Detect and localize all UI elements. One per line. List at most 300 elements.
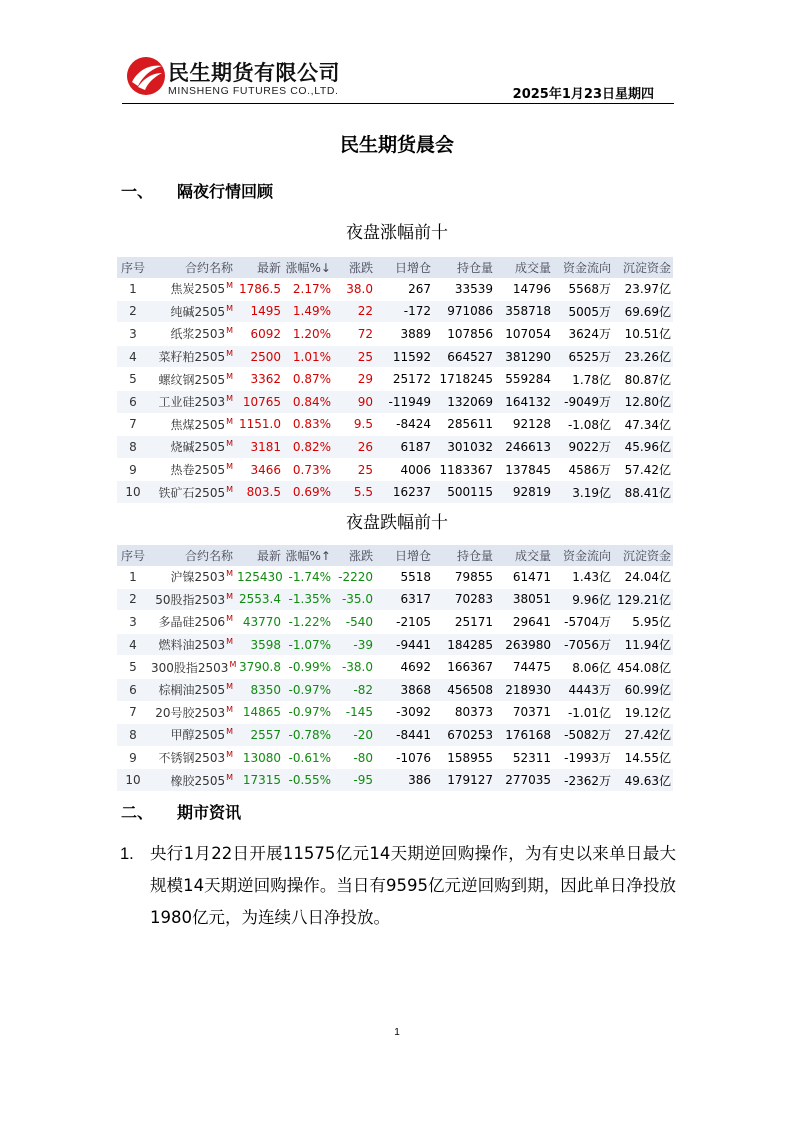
main-contract-tag: M <box>226 727 233 737</box>
volume-cell: 176168 <box>495 724 553 747</box>
contract-name-text: 纯碱2505 <box>170 304 226 319</box>
fund-flow-cell: 5005万 <box>553 300 613 323</box>
main-contract-tag: M <box>226 682 233 692</box>
volume-cell: 358718 <box>495 300 553 323</box>
volume-cell: 107054 <box>495 323 553 346</box>
table-header-row <box>117 545 673 566</box>
losers-table-caption: 夜盘跌幅前十 <box>346 513 448 533</box>
last-price-cell: 3466 <box>235 458 283 481</box>
settled-funds-cell: 12.80亿 <box>613 390 673 413</box>
volume-cell: 164132 <box>495 390 553 413</box>
contract-name-text: 不锈钢2503 <box>158 751 226 766</box>
table-row <box>117 413 673 436</box>
last-price-cell: 43770 <box>235 611 283 634</box>
row-index-cell: 4 <box>117 345 149 368</box>
column-header-volume: 成交量 <box>495 545 553 566</box>
oi-change-cell: 4006 <box>375 458 433 481</box>
contract-name-cell <box>149 481 235 504</box>
settled-funds-cell: 47.34亿 <box>613 413 673 436</box>
open-interest-cell: 107856 <box>433 323 495 346</box>
settled-funds-cell: 19.12亿 <box>613 701 673 724</box>
column-header-change-pct: 涨幅%↑ <box>283 545 333 566</box>
row-index-cell: 6 <box>117 390 149 413</box>
last-price-cell: 8350 <box>235 678 283 701</box>
row-index-cell: 3 <box>117 611 149 634</box>
change-cell: 38.0 <box>333 278 375 300</box>
settled-funds-cell: 80.87亿 <box>613 368 673 391</box>
row-index-cell: 1 <box>117 566 149 588</box>
fund-flow-cell: 4443万 <box>553 678 613 701</box>
change-cell: 26 <box>333 436 375 459</box>
settled-funds-cell: 45.96亿 <box>613 436 673 459</box>
fund-flow-cell: 5568万 <box>553 278 613 300</box>
change-cell: -540 <box>333 611 375 634</box>
oi-change-cell: 25172 <box>375 368 433 391</box>
contract-name-text: 橡胶2505 <box>170 773 226 788</box>
page-header <box>122 52 674 104</box>
change-cell: -2220 <box>333 566 375 588</box>
main-contract-tag: M <box>226 704 233 714</box>
table-row <box>117 458 673 481</box>
last-price-cell: 13080 <box>235 746 283 769</box>
settled-funds-cell: 27.42亿 <box>613 724 673 747</box>
change-cell: 90 <box>333 390 375 413</box>
column-header-change-pct: 涨幅%↓ <box>283 257 333 278</box>
open-interest-cell: 25171 <box>433 611 495 634</box>
column-header-volume: 成交量 <box>495 257 553 278</box>
main-contract-tag: M <box>226 484 233 494</box>
contract-name-text: 螺纹钢2505 <box>158 372 226 387</box>
contract-name-cell <box>149 300 235 323</box>
volume-cell: 277035 <box>495 769 553 792</box>
row-index-cell: 6 <box>117 678 149 701</box>
fund-flow-cell: -2362万 <box>553 769 613 792</box>
volume-cell: 52311 <box>495 746 553 769</box>
last-price-cell: 1151.0 <box>235 413 283 436</box>
main-contract-tag: M <box>226 772 233 782</box>
row-index-cell: 5 <box>117 656 149 679</box>
last-price-cell: 2500 <box>235 345 283 368</box>
column-header-oi-change: 日增仓 <box>375 545 433 566</box>
oi-change-cell: 3868 <box>375 678 433 701</box>
volume-cell: 137845 <box>495 458 553 481</box>
last-price-cell: 17315 <box>235 769 283 792</box>
change-pct-cell: -0.78% <box>283 724 333 747</box>
change-pct-cell: -0.99% <box>283 656 333 679</box>
settled-funds-cell: 88.41亿 <box>613 481 673 504</box>
row-index-cell: 9 <box>117 458 149 481</box>
change-pct-cell: 0.87% <box>283 368 333 391</box>
open-interest-cell: 285611 <box>433 413 495 436</box>
row-index-cell: 10 <box>117 481 149 504</box>
contract-name-cell <box>149 323 235 346</box>
oi-change-cell: 3889 <box>375 323 433 346</box>
fund-flow-cell: 8.06亿 <box>553 656 613 679</box>
contract-name-text: 烧碱2505 <box>170 440 226 455</box>
row-index-cell: 2 <box>117 588 149 611</box>
open-interest-cell: 664527 <box>433 345 495 368</box>
table-row <box>117 769 673 792</box>
settled-funds-cell: 23.26亿 <box>613 345 673 368</box>
change-cell: 5.5 <box>333 481 375 504</box>
table-row <box>117 436 673 459</box>
fund-flow-cell: -5082万 <box>553 724 613 747</box>
change-pct-cell: 1.49% <box>283 300 333 323</box>
company-name-cn: 民生期货有限公司 <box>168 61 340 85</box>
main-contract-tag: M <box>226 326 233 336</box>
contract-name-text: 棕榈油2505 <box>158 683 226 698</box>
volume-cell: 74475 <box>495 656 553 679</box>
main-contract-tag: M <box>226 439 233 449</box>
report-date: 2025年1月23日星期四 <box>512 87 654 102</box>
change-cell: 25 <box>333 458 375 481</box>
last-price-cell: 3790.8 <box>235 656 283 679</box>
change-cell: 72 <box>333 323 375 346</box>
settled-funds-cell: 49.63亿 <box>613 769 673 792</box>
change-cell: 25 <box>333 345 375 368</box>
table-row <box>117 678 673 701</box>
main-contract-tag: M <box>226 281 233 291</box>
settled-funds-cell: 60.99亿 <box>613 678 673 701</box>
fund-flow-cell: 3624万 <box>553 323 613 346</box>
oi-change-cell: 6187 <box>375 436 433 459</box>
row-index-cell: 1 <box>117 278 149 300</box>
last-price-cell: 10765 <box>235 390 283 413</box>
last-price-cell: 803.5 <box>235 481 283 504</box>
volume-cell: 218930 <box>495 678 553 701</box>
main-contract-tag: M <box>226 591 233 601</box>
volume-cell: 381290 <box>495 345 553 368</box>
table-row <box>117 611 673 634</box>
oi-change-cell: -8424 <box>375 413 433 436</box>
oi-change-cell: 16237 <box>375 481 433 504</box>
row-index-cell: 3 <box>117 323 149 346</box>
oi-change-cell: -3092 <box>375 701 433 724</box>
contract-name-cell <box>149 633 235 656</box>
change-pct-cell: -1.35% <box>283 588 333 611</box>
contract-name-text: 热卷2505 <box>170 463 226 478</box>
open-interest-cell: 79855 <box>433 566 495 588</box>
last-price-cell: 14865 <box>235 701 283 724</box>
change-pct-cell: 0.84% <box>283 390 333 413</box>
last-price-cell: 6092 <box>235 323 283 346</box>
header-divider <box>122 103 674 104</box>
change-cell: -82 <box>333 678 375 701</box>
volume-cell: 29641 <box>495 611 553 634</box>
open-interest-cell: 132069 <box>433 390 495 413</box>
minsheng-logo-icon <box>126 56 166 96</box>
fund-flow-cell: 3.19亿 <box>553 481 613 504</box>
contract-name-cell <box>149 769 235 792</box>
table-header-row <box>117 257 673 278</box>
oi-change-cell: 5518 <box>375 566 433 588</box>
oi-change-cell: -1076 <box>375 746 433 769</box>
table-row <box>117 481 673 504</box>
change-pct-cell: 2.17% <box>283 278 333 300</box>
last-price-cell: 3598 <box>235 633 283 656</box>
last-price-cell: 1786.5 <box>235 278 283 300</box>
table-row <box>117 566 673 588</box>
contract-name-text: 20号胶2503 <box>155 705 226 720</box>
table-row <box>117 724 673 747</box>
row-index-cell: 5 <box>117 368 149 391</box>
last-price-cell: 2553.4 <box>235 588 283 611</box>
column-header-contract-name: 合约名称 <box>149 257 235 278</box>
volume-cell: 14796 <box>495 278 553 300</box>
table-row <box>117 300 673 323</box>
company-name-en: MINSHENG FUTURES CO.,LTD. <box>168 85 339 97</box>
last-price-cell: 2557 <box>235 724 283 747</box>
open-interest-cell: 70283 <box>433 588 495 611</box>
contract-name-text: 多晶硅2506 <box>158 615 226 630</box>
contract-name-cell <box>149 458 235 481</box>
section-number: 一、 <box>121 182 154 201</box>
fund-flow-cell: -5704万 <box>553 611 613 634</box>
news-item-text: 央行1月22日开展11575亿元14天期逆回购操作，为有史以来单日最大规模14天期逆回购操作。当日有9595亿元逆回购到期，因此单日净投放1980亿元，为连续八日净投放。 <box>150 844 676 927</box>
change-pct-cell: 1.01% <box>283 345 333 368</box>
main-contract-tag: M <box>226 614 233 624</box>
row-index-cell: 2 <box>117 300 149 323</box>
contract-name-cell <box>149 413 235 436</box>
row-index-cell: 8 <box>117 436 149 459</box>
fund-flow-cell: 9022万 <box>553 436 613 459</box>
main-contract-tag: M <box>226 349 233 359</box>
row-index-cell: 7 <box>117 413 149 436</box>
column-header-oi-change: 日增仓 <box>375 257 433 278</box>
column-header-fund-flow: 资金流向 <box>553 545 613 566</box>
fund-flow-cell: 1.78亿 <box>553 368 613 391</box>
contract-name-cell <box>149 566 235 588</box>
last-price-cell: 1495 <box>235 300 283 323</box>
change-pct-cell: -1.74% <box>283 566 333 588</box>
section-heading-overnight <box>121 179 273 202</box>
contract-name-cell <box>149 588 235 611</box>
open-interest-cell: 456508 <box>433 678 495 701</box>
change-cell: 9.5 <box>333 413 375 436</box>
row-index-cell: 9 <box>117 746 149 769</box>
volume-cell: 263980 <box>495 633 553 656</box>
change-pct-cell: 0.69% <box>283 481 333 504</box>
oi-change-cell: -172 <box>375 300 433 323</box>
row-index-cell: 10 <box>117 769 149 792</box>
settled-funds-cell: 10.51亿 <box>613 323 673 346</box>
settled-funds-cell: 5.95亿 <box>613 611 673 634</box>
table-row <box>117 278 673 300</box>
change-pct-cell: 0.83% <box>283 413 333 436</box>
table-row <box>117 746 673 769</box>
gainers-table <box>117 257 673 504</box>
column-header-settled-funds: 沉淀资金 <box>613 257 673 278</box>
change-cell: 22 <box>333 300 375 323</box>
open-interest-cell: 670253 <box>433 724 495 747</box>
change-pct-cell: 0.73% <box>283 458 333 481</box>
main-contract-tag: M <box>229 659 237 669</box>
contract-name-cell <box>149 368 235 391</box>
open-interest-cell: 166367 <box>433 656 495 679</box>
contract-name-text: 焦炭2505 <box>170 282 226 297</box>
contract-name-cell <box>149 724 235 747</box>
losers-table <box>117 545 673 792</box>
volume-cell: 61471 <box>495 566 553 588</box>
contract-name-text: 铁矿石2505 <box>158 485 226 500</box>
contract-name-cell <box>149 278 235 300</box>
volume-cell: 92128 <box>495 413 553 436</box>
column-header-row-index: 序号 <box>117 257 149 278</box>
change-pct-cell: -1.07% <box>283 633 333 656</box>
news-item-marker: 1. <box>120 845 134 863</box>
row-index-cell: 8 <box>117 724 149 747</box>
open-interest-cell: 301032 <box>433 436 495 459</box>
column-header-last-price: 最新 <box>235 257 283 278</box>
change-pct-cell: -1.22% <box>283 611 333 634</box>
oi-change-cell: 11592 <box>375 345 433 368</box>
gainers-table-caption: 夜盘涨幅前十 <box>346 223 448 243</box>
page-number: 1 <box>394 1027 400 1038</box>
change-cell: -35.0 <box>333 588 375 611</box>
oi-change-cell: 6317 <box>375 588 433 611</box>
settled-funds-cell: 23.97亿 <box>613 278 673 300</box>
table-row <box>117 368 673 391</box>
document-title: 民生期货晨会 <box>339 134 454 156</box>
table-row <box>117 345 673 368</box>
fund-flow-cell: 1.43亿 <box>553 566 613 588</box>
column-header-settled-funds: 沉淀资金 <box>613 545 673 566</box>
open-interest-cell: 500115 <box>433 481 495 504</box>
main-contract-tag: M <box>226 371 233 381</box>
open-interest-cell: 184285 <box>433 633 495 656</box>
change-cell: -39 <box>333 633 375 656</box>
open-interest-cell: 179127 <box>433 769 495 792</box>
open-interest-cell: 1183367 <box>433 458 495 481</box>
change-cell: -38.0 <box>333 656 375 679</box>
column-header-last-price: 最新 <box>235 545 283 566</box>
main-contract-tag: M <box>226 462 233 472</box>
main-contract-tag: M <box>226 750 233 760</box>
column-header-contract-name: 合约名称 <box>149 545 235 566</box>
last-price-cell: 3362 <box>235 368 283 391</box>
change-pct-cell: 1.20% <box>283 323 333 346</box>
contract-name-text: 菜籽粕2505 <box>158 350 226 365</box>
contract-name-text: 燃料油2503 <box>158 638 226 653</box>
contract-name-cell <box>149 611 235 634</box>
contract-name-cell <box>149 701 235 724</box>
contract-name-text: 纸浆2503 <box>170 327 226 342</box>
oi-change-cell: 386 <box>375 769 433 792</box>
change-pct-cell: -0.55% <box>283 769 333 792</box>
open-interest-cell: 33539 <box>433 278 495 300</box>
row-index-cell: 7 <box>117 701 149 724</box>
section-number: 二、 <box>121 803 154 822</box>
settled-funds-cell: 129.21亿 <box>613 588 673 611</box>
table-row <box>117 588 673 611</box>
contract-name-text: 沪镍2503 <box>170 570 226 585</box>
settled-funds-cell: 69.69亿 <box>613 300 673 323</box>
main-contract-tag: M <box>226 303 233 313</box>
contract-name-text: 甲醇2505 <box>170 728 226 743</box>
contract-name-text: 50股指2503 <box>155 592 226 607</box>
fund-flow-cell: -1.01亿 <box>553 701 613 724</box>
volume-cell: 559284 <box>495 368 553 391</box>
settled-funds-cell: 14.55亿 <box>613 746 673 769</box>
settled-funds-cell: 454.08亿 <box>613 656 673 679</box>
main-contract-tag: M <box>226 394 233 404</box>
contract-name-cell <box>149 345 235 368</box>
fund-flow-cell: 6525万 <box>553 345 613 368</box>
section-heading-news <box>121 800 241 823</box>
change-pct-cell: -0.97% <box>283 678 333 701</box>
settled-funds-cell: 11.94亿 <box>613 633 673 656</box>
contract-name-cell <box>149 678 235 701</box>
open-interest-cell: 971086 <box>433 300 495 323</box>
column-header-open-interest: 持仓量 <box>433 257 495 278</box>
contract-name-text: 焦煤2505 <box>170 417 226 432</box>
contract-name-cell <box>149 746 235 769</box>
column-header-fund-flow: 资金流向 <box>553 257 613 278</box>
change-cell: 29 <box>333 368 375 391</box>
change-pct-cell: -0.61% <box>283 746 333 769</box>
main-contract-tag: M <box>226 416 233 426</box>
main-contract-tag: M <box>226 569 233 579</box>
section-label: 期市资讯 <box>177 803 242 822</box>
settled-funds-cell: 57.42亿 <box>613 458 673 481</box>
fund-flow-cell: -1.08亿 <box>553 413 613 436</box>
table-row <box>117 701 673 724</box>
volume-cell: 70371 <box>495 701 553 724</box>
fund-flow-cell: 9.96亿 <box>553 588 613 611</box>
change-cell: -95 <box>333 769 375 792</box>
last-price-cell: 125430 <box>235 566 283 588</box>
column-header-change: 涨跌 <box>333 545 375 566</box>
contract-name-cell <box>149 390 235 413</box>
oi-change-cell: -8441 <box>375 724 433 747</box>
oi-change-cell: -9441 <box>375 633 433 656</box>
fund-flow-cell: -1993万 <box>553 746 613 769</box>
contract-name-text: 工业硅2503 <box>158 395 226 410</box>
table-row <box>117 633 673 656</box>
column-header-open-interest: 持仓量 <box>433 545 495 566</box>
row-index-cell: 4 <box>117 633 149 656</box>
oi-change-cell: -2105 <box>375 611 433 634</box>
change-pct-cell: 0.82% <box>283 436 333 459</box>
volume-cell: 38051 <box>495 588 553 611</box>
last-price-cell: 3181 <box>235 436 283 459</box>
news-item <box>120 838 676 934</box>
change-cell: -80 <box>333 746 375 769</box>
section-label: 隔夜行情回顾 <box>177 182 274 201</box>
oi-change-cell: 267 <box>375 278 433 300</box>
change-cell: -20 <box>333 724 375 747</box>
fund-flow-cell: -7056万 <box>553 633 613 656</box>
main-contract-tag: M <box>226 637 233 647</box>
open-interest-cell: 1718245 <box>433 368 495 391</box>
open-interest-cell: 80373 <box>433 701 495 724</box>
change-cell: -145 <box>333 701 375 724</box>
fund-flow-cell: -9049万 <box>553 390 613 413</box>
contract-name-text: 300股指2503 <box>151 660 229 675</box>
settled-funds-cell: 24.04亿 <box>613 566 673 588</box>
fund-flow-cell: 4586万 <box>553 458 613 481</box>
contract-name-cell <box>149 656 235 679</box>
oi-change-cell: -11949 <box>375 390 433 413</box>
volume-cell: 92819 <box>495 481 553 504</box>
change-pct-cell: -0.97% <box>283 701 333 724</box>
contract-name-cell <box>149 436 235 459</box>
table-row <box>117 390 673 413</box>
table-row <box>117 656 673 679</box>
volume-cell: 246613 <box>495 436 553 459</box>
column-header-change: 涨跌 <box>333 257 375 278</box>
table-row <box>117 323 673 346</box>
